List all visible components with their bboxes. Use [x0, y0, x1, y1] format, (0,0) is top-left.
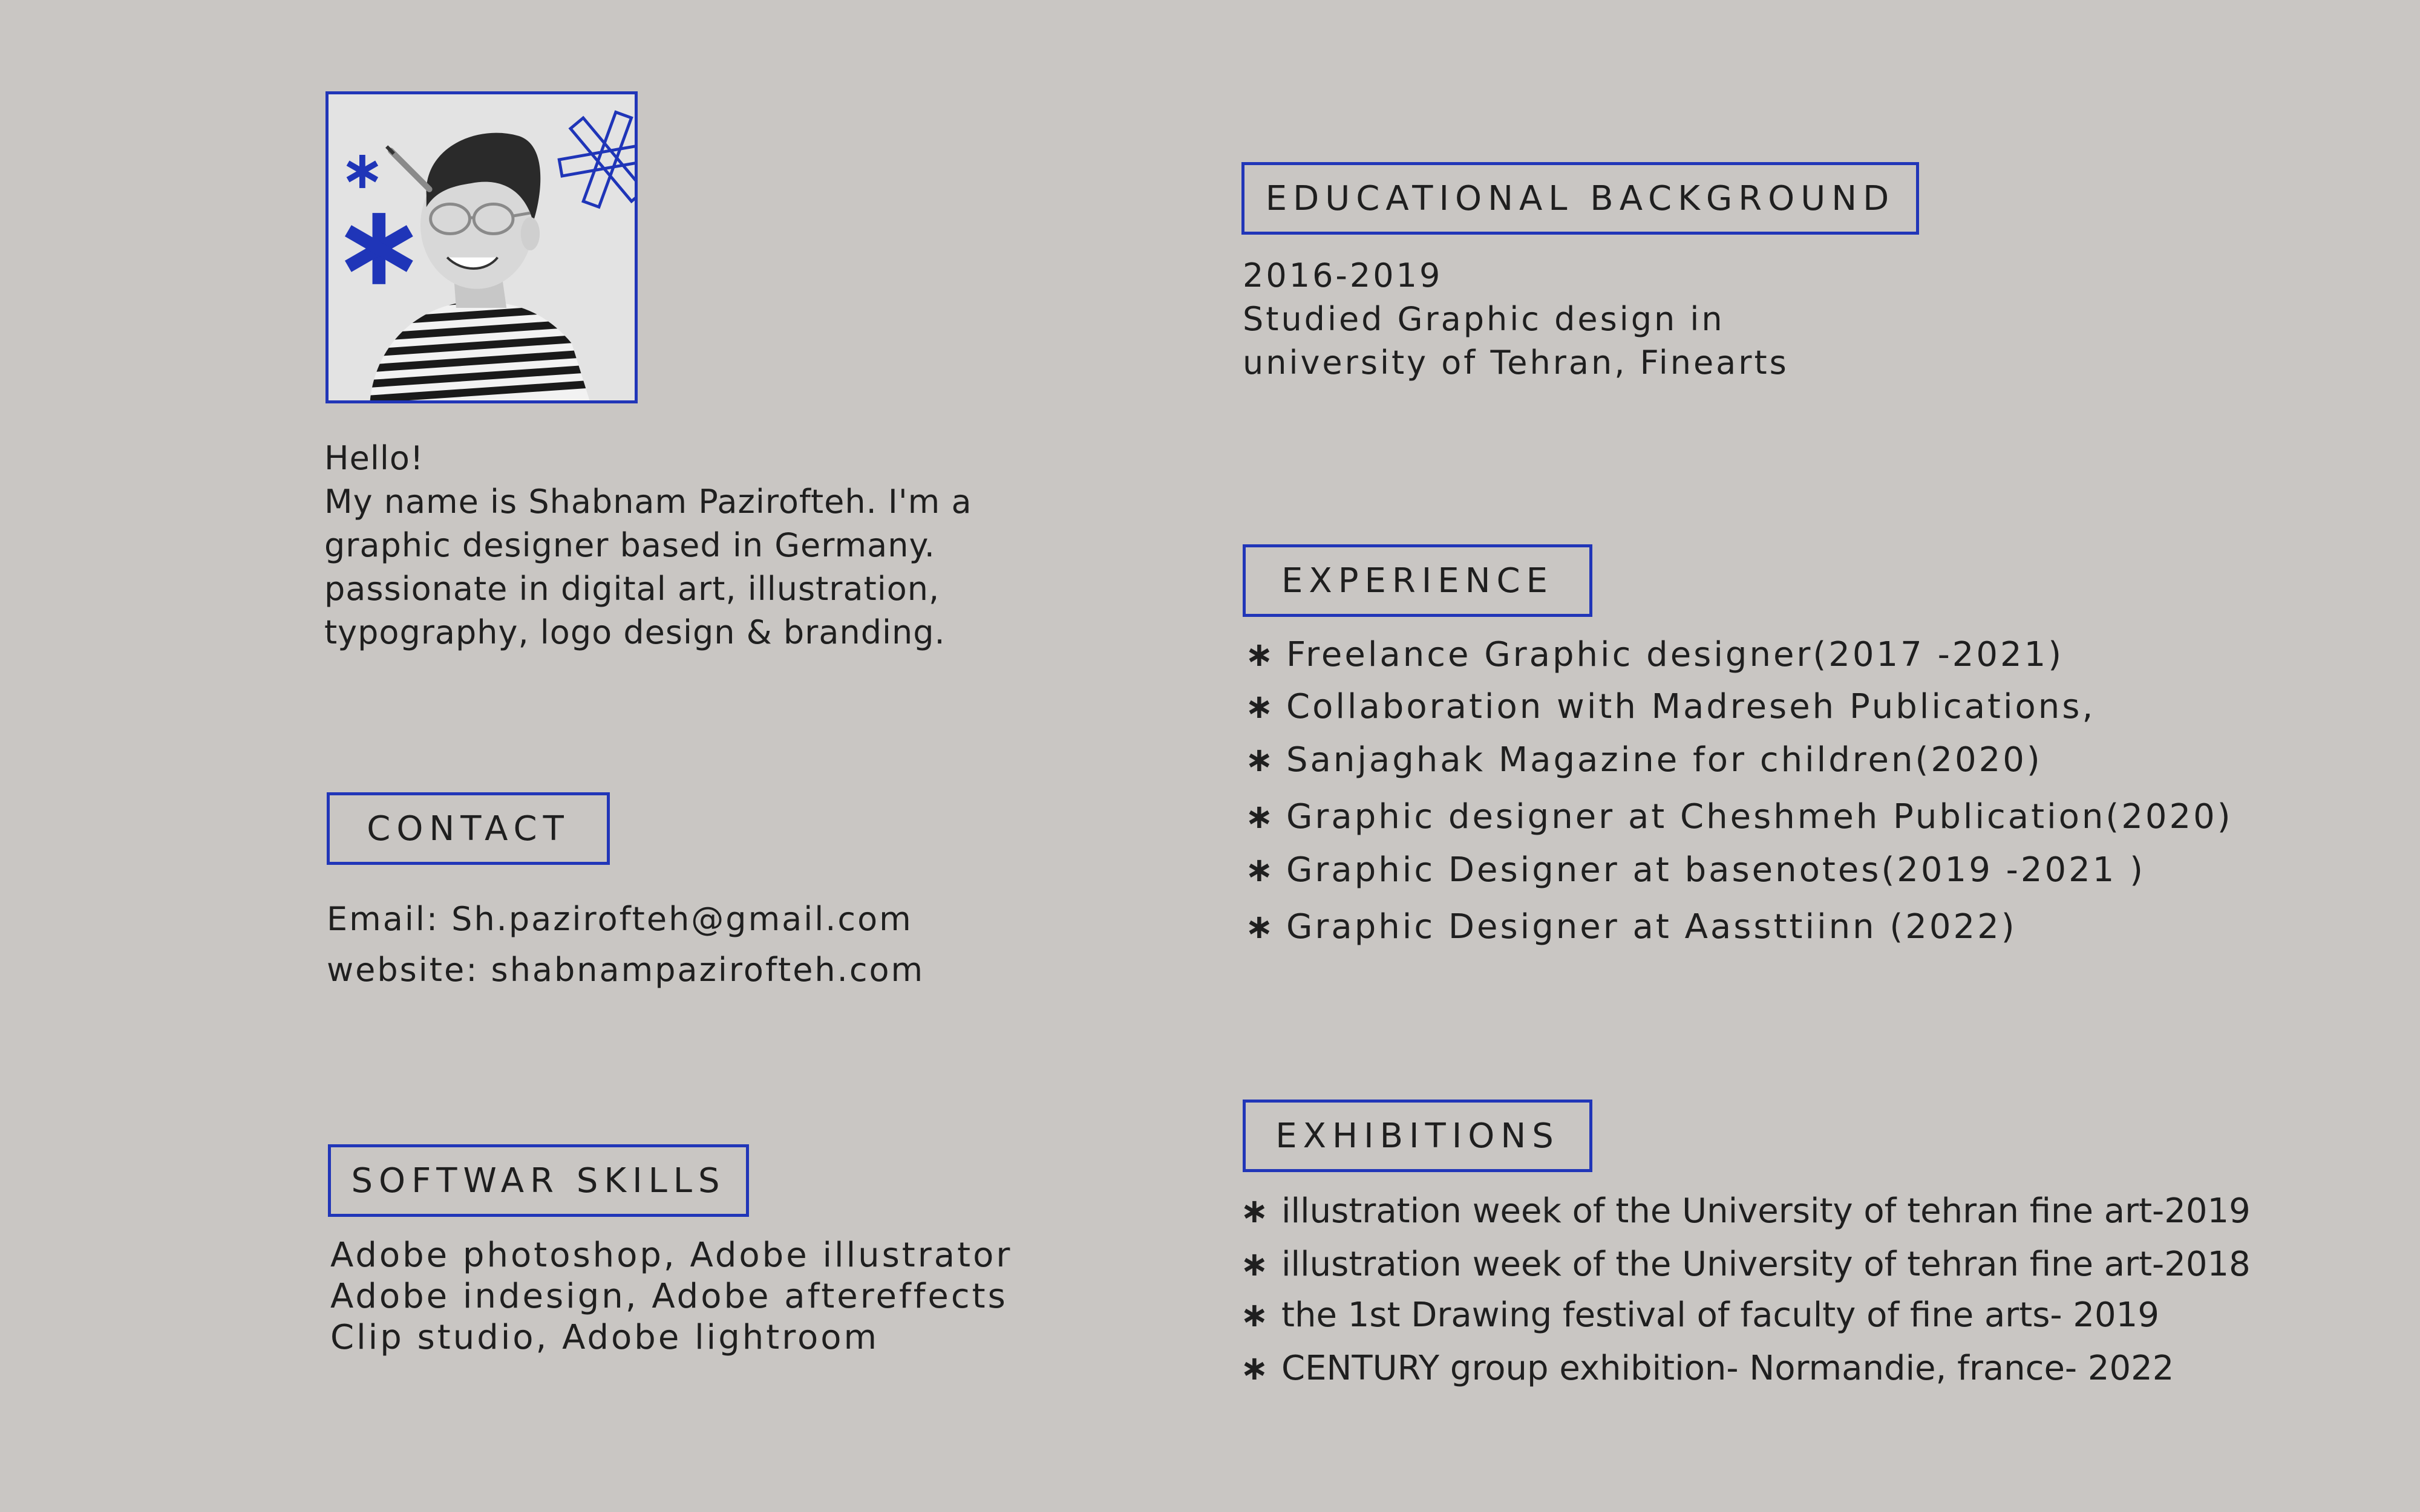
- experience-item-text: Graphic Designer at basenotes(2019 -2021 ): [1286, 850, 2145, 890]
- asterisk-icon: ∗: [1245, 740, 1274, 780]
- asterisk-icon: ∗: [1245, 850, 1274, 890]
- list-item: [1240, 1245, 2251, 1284]
- website-text: website: shabnampazirofteh.com: [327, 951, 925, 989]
- profile-photo: [325, 91, 638, 403]
- bio-line: graphic designer based in Germany.: [324, 526, 935, 564]
- asterisk-icon: ∗: [1245, 687, 1274, 726]
- skills-heading: SOFTWAR SKILLS: [328, 1144, 749, 1217]
- asterisk-icon: ∗: [1245, 907, 1274, 947]
- education-heading: EDUCATIONAL BACKGROUND: [1241, 162, 1919, 235]
- asterisk-icon: ∗: [1240, 1295, 1269, 1335]
- skills-line: Adobe photoshop, Adobe illustrator: [330, 1236, 1013, 1275]
- asterisk-icon: ∗: [1240, 1349, 1269, 1388]
- email-text: Email: Sh.pazirofteh@gmail.com: [327, 900, 913, 938]
- contact-heading: CONTACT: [327, 792, 610, 865]
- list-item: [1245, 687, 2095, 726]
- list-item: [1245, 907, 2017, 947]
- experience-heading: EXPERIENCE: [1243, 544, 1592, 617]
- skills-list: [330, 1235, 1012, 1358]
- experience-item-text: Freelance Graphic designer(2017 -2021): [1286, 635, 2064, 674]
- experience-item-text: Sanjaghak Magazine for children(2020): [1286, 740, 2042, 780]
- bio-line: typography, logo design & branding.: [324, 613, 946, 651]
- experience-item-text: Graphic Designer at Aassttiinn (2022): [1286, 907, 2017, 947]
- list-item: [1240, 1349, 2174, 1388]
- bio-line: passionate in digital art, illustration,: [324, 570, 940, 608]
- exhibition-item-text: illustration week of the University of tehran fine art-2019: [1281, 1191, 2251, 1231]
- asterisk-icon: ∗: [1245, 797, 1274, 836]
- experience-item-text: Graphic designer at Cheshmeh Publication(2020): [1286, 797, 2233, 836]
- contact-details: [327, 894, 924, 996]
- experience-item-text: Collaboration with Madreseh Publications,: [1286, 687, 2096, 726]
- list-item: [1240, 1295, 2159, 1335]
- skills-line: Clip studio, Adobe lightroom: [330, 1318, 880, 1357]
- exhibitions-heading: EXHIBITIONS: [1243, 1100, 1592, 1172]
- exhibition-item-text: the 1st Drawing festival of faculty of fine arts- 2019: [1281, 1295, 2159, 1335]
- skills-line: Adobe indesign, Adobe aftereffects: [330, 1277, 1008, 1316]
- education-line: Studied Graphic design in: [1243, 300, 1725, 338]
- list-item: [1245, 635, 2064, 674]
- education-line: university of Tehran, Finearts: [1243, 344, 1789, 382]
- list-item: [1245, 797, 2233, 836]
- bio-line: Hello!: [324, 439, 424, 477]
- list-item: [1245, 740, 2042, 780]
- asterisk-icon: ∗: [1240, 1191, 1269, 1231]
- asterisk-icon: ∗: [1240, 1245, 1269, 1284]
- asterisk-icon: ∗: [1245, 635, 1274, 674]
- list-item: [1245, 850, 2145, 890]
- exhibition-item-text: illustration week of the University of tehran fine art-2018: [1281, 1245, 2251, 1284]
- education-details: [1243, 254, 1789, 385]
- bio-text: [324, 437, 1074, 654]
- education-line: 2016-2019: [1243, 256, 1443, 295]
- list-item: [1240, 1191, 2251, 1231]
- bio-line: My name is Shabnam Pazirofteh. I'm a: [324, 483, 972, 521]
- exhibition-item-text: CENTURY group exhibition- Normandie, france- 2022: [1281, 1349, 2174, 1388]
